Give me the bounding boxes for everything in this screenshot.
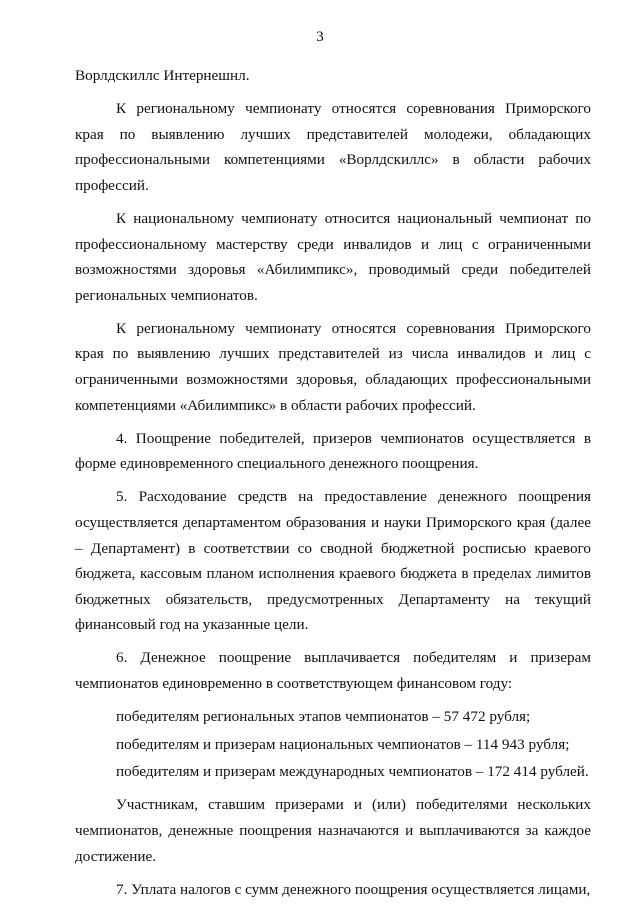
paragraph-item-4: 4. Поощрение победителей, призеров чемпионатов осуществляется в форме единовременного специального денежного поощрения. bbox=[75, 429, 591, 473]
paragraph-item-5: 5. Расходование средств на предоставление денежного поощрения осуществляется департаментом образования и науки Приморского края (далее – Департамент) в соответствии со сводной бюджетной росписью краевого бюджета, кассовым планом исполнения краевого бюджета в пределах лимитов бюджетных обязательств, предусмотренных Департаменту на текущий финансовый год на указанные цели. bbox=[75, 488, 591, 634]
payment-international: победителям и призерам международных чемпионатов – 172 414 рублей. bbox=[116, 763, 589, 781]
paragraph-item-6: 6. Денежное поощрение выплачивается победителям и призерам чемпионатов единовременно в соответствующем финансовом году: bbox=[75, 649, 591, 693]
page-number: 3 bbox=[316, 29, 324, 45]
paragraph-regional-championship-worldskills: К региональному чемпионату относятся соревнования Приморского края по выявлению лучших представителей молодежи, обладающих профессиональными компетенциями «Ворлдскиллс» в области рабочих профессий. bbox=[75, 100, 591, 194]
paragraph-national-championship-abilympics: К национальному чемпионату относится национальный чемпионат по профессиональному мастерству среди инвалидов и лиц с ограниченными возможностями здоровья «Абилимпикс», проводимый среди победителей региональных чемпионатов. bbox=[75, 209, 591, 304]
document-body bbox=[75, 63, 591, 910]
payment-regional: победителям региональных этапов чемпионатов – 57 472 рубля; bbox=[116, 708, 531, 726]
paragraph-regional-championship-abilympics: К региональному чемпионату относятся соревнования Приморского края по выявлению лучших представителей из числа инвалидов и лиц с ограниченными возможностями здоровья, обладающих профессиональными компетенциями «Абилимпикс» в области рабочих профессий. bbox=[75, 319, 591, 414]
paragraph-item-7: 7. Уплата налогов с сумм денежного поощрения осуществляется лицами, bbox=[116, 880, 591, 898]
paragraph-continuation: Ворлдскиллс Интернешнл. bbox=[75, 67, 250, 84]
payment-national: победителям и призерам национальных чемпионатов – 114 943 рубля; bbox=[116, 735, 570, 753]
paragraph-multiple-achievements: Участникам, ставшим призерами и (или) победителями нескольких чемпионатов, денежные поощрения назначаются и выплачиваются за каждое достижение. bbox=[75, 796, 591, 865]
